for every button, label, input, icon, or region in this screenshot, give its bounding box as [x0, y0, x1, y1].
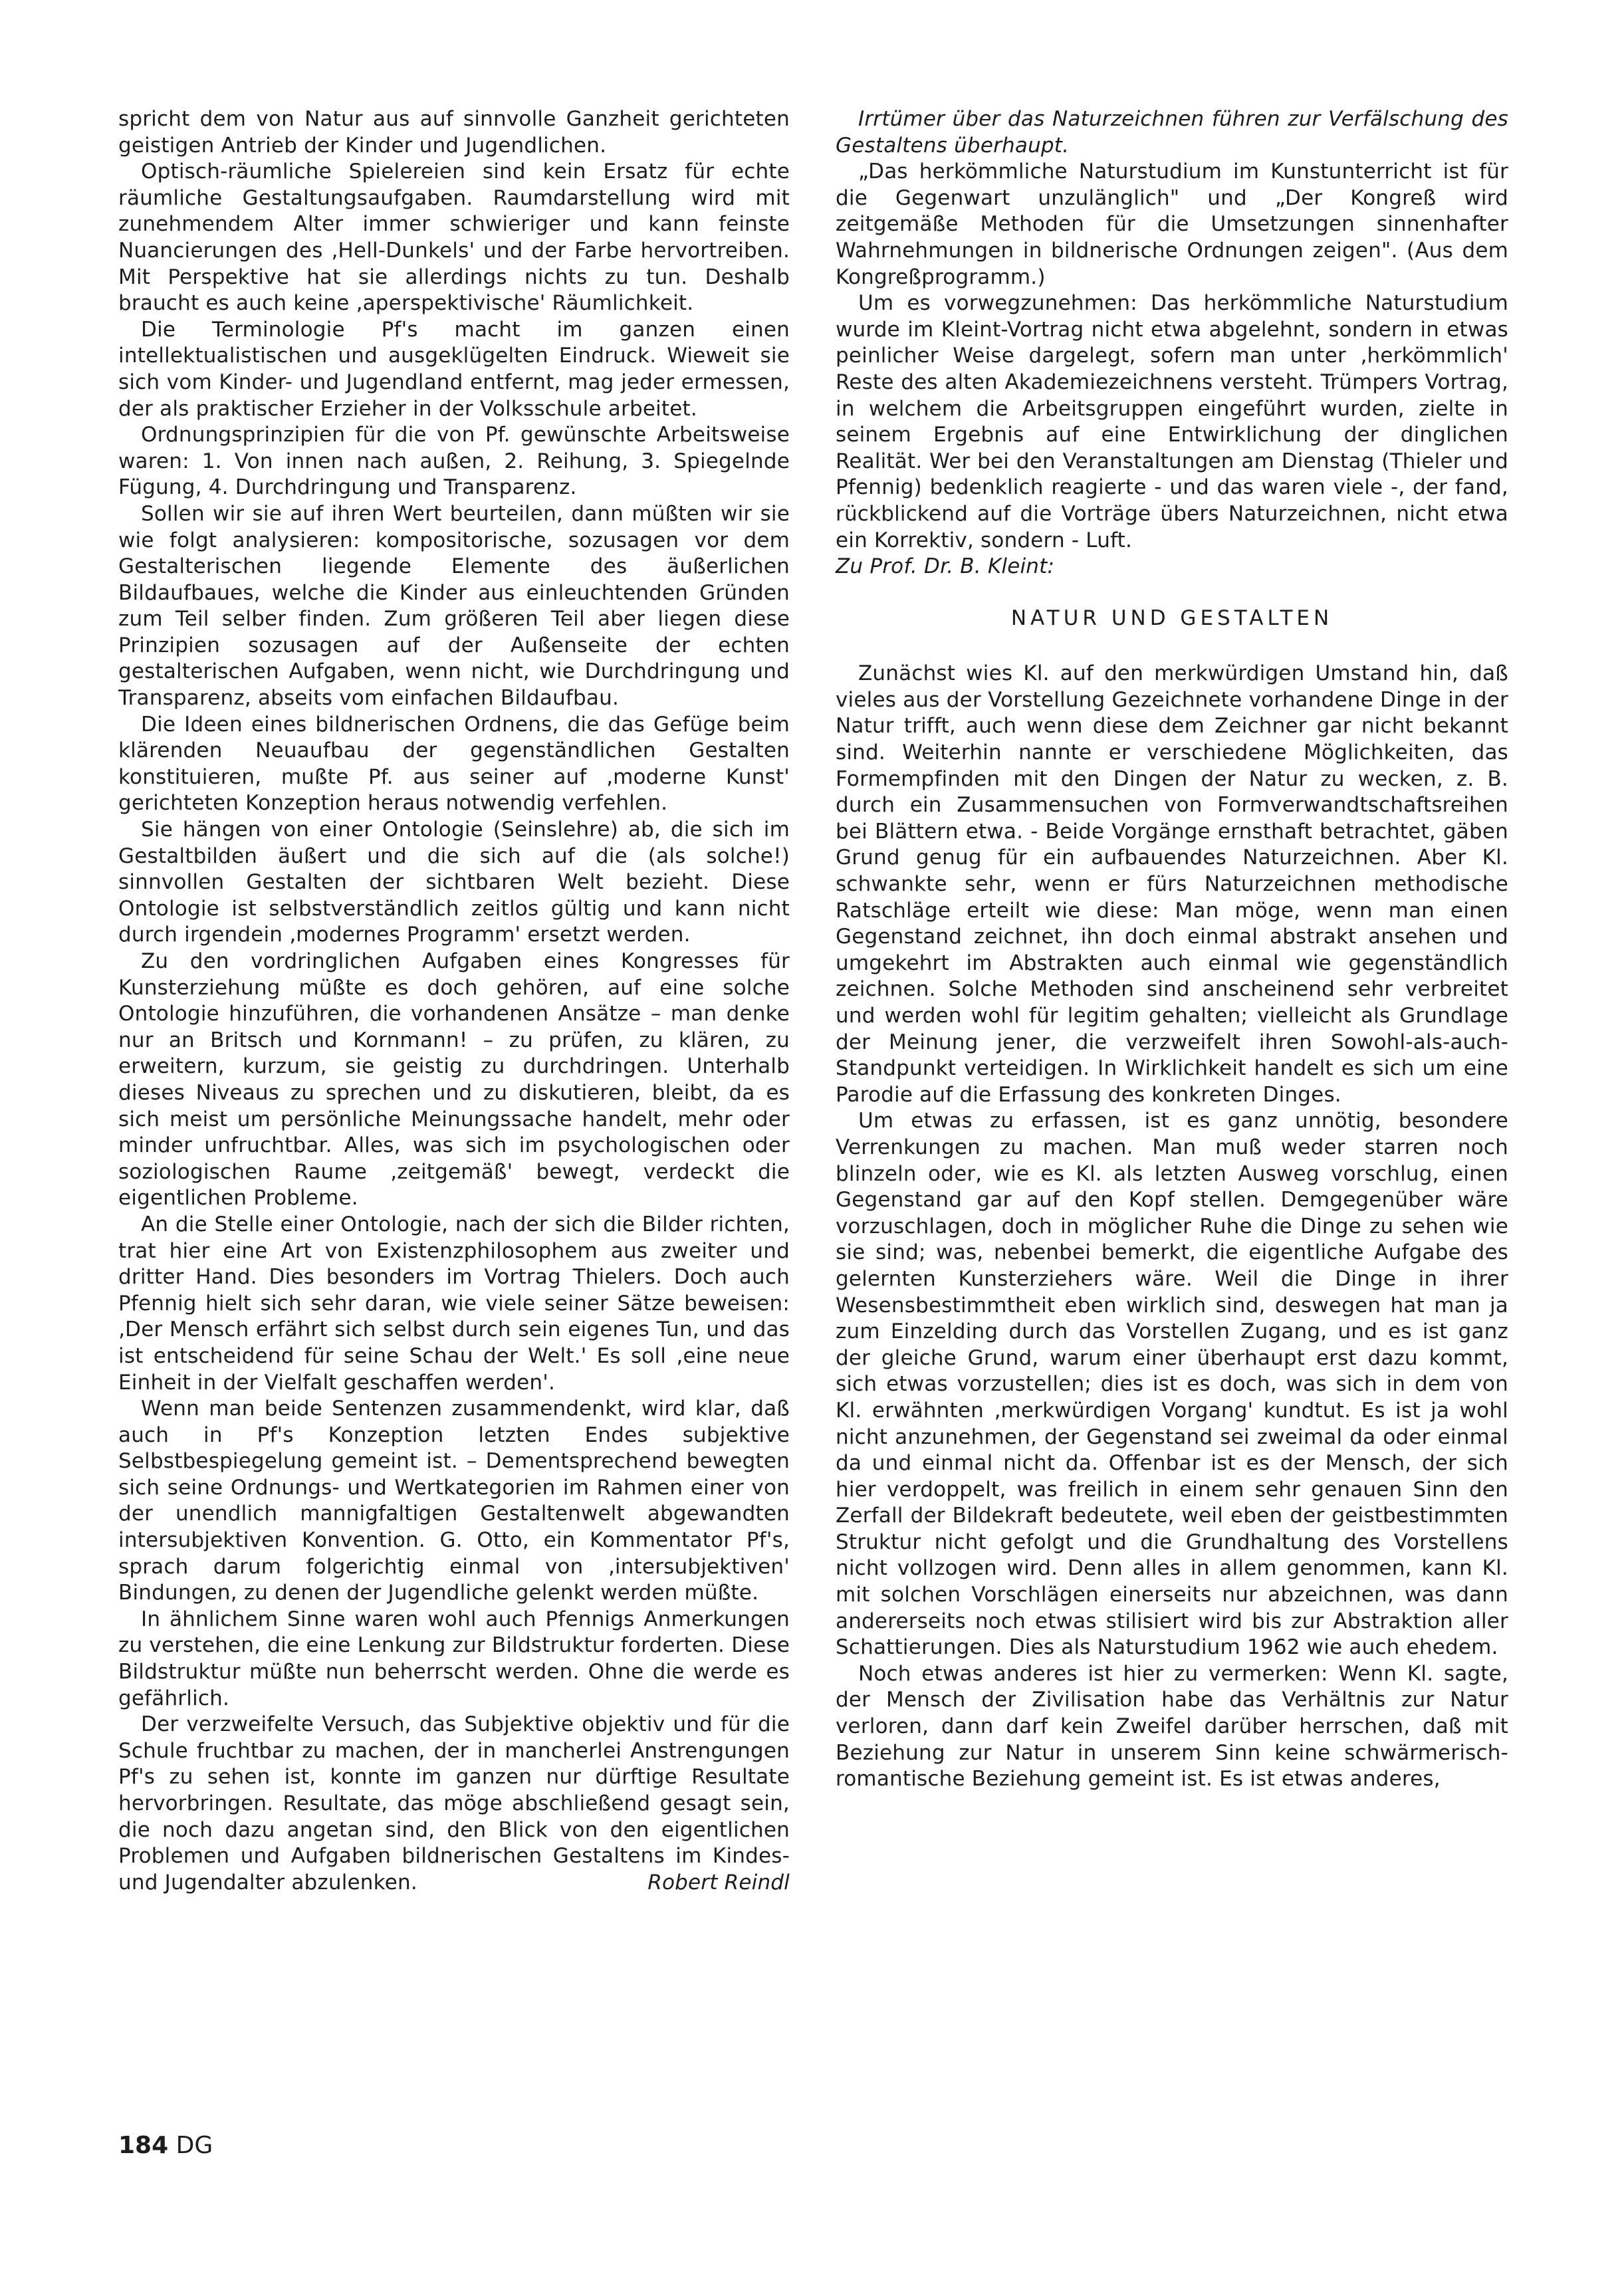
paragraph-text: Der verzweifelte Versuch, das Subjektive objektiv und für die Schule fruchtbar zu machen, der in mancherlei Anstrengungen Pf's zu sehen ist, konnte im ganzen nur dürftige Resultate hervorbringen. Resultate, das möge abschließend gesagt sein, die noch dazu angetan sind, den Blick von den eigentlichen Problemen und Aufgaben bildnerischen Gestaltens im Kindes- und Jugendalter abzulenken.	[118, 1712, 790, 1894]
paragraph: Sie hängen von einer Ontologie (Seinslehre) ab, die sich im Gestaltbilden äußert und die sich auf die (als solche!) sinnvollen Gestalten der sichtbaren Welt bezieht. Diese Ontologie ist selbstverständlich zeitlos gültig und kann nicht durch irgendein ‚modernes Programm' ersetzt werden.	[118, 818, 790, 947]
author-signature: Robert Reindl	[647, 1870, 790, 1894]
paragraph: Die Ideen eines bildnerischen Ordnens, die das Gefüge beim klärenden Neuaufbau der gegenständlichen Gestalten konstituieren, mußte Pf. aus seiner auf ‚moderne Kunst' gerichteten Konzeption heraus notwendig verfehlen.	[118, 712, 790, 816]
paragraph: Noch etwas anderes ist hier zu vermerken: Wenn Kl. sagte, der Mensch der Zivilisation habe das Verhältnis zur Natur verloren, dann darf kein Zweifel darüber herrschen, daß mit Beziehung zur Natur in unserem Sinn keine schwärmerisch-romantische Beziehung gemeint ist. Es ist etwas anderes,	[836, 1661, 1508, 1791]
paragraph: Zunächst wies Kl. auf den merkwürdigen Umstand hin, daß vieles aus der Vorstellung Gezeichnete vorhandene Dinge in der Natur trifft, auch wenn diese dem Zeichner gar nicht bekannt sind. Weiterhin nannte er verschiedene Möglichkeiten, das Formempfinden mit den Dingen der Natur zu wecken, z. B. durch ein Zusammensuchen von Formverwandtschaftsreihen bei Blättern etwa. - Beide Vorgänge ernsthaft betrachtet, gäben Grund genug für ein aufbauendes Naturzeichnen. Aber Kl. schwankte sehr, wenn er fürs Naturzeichnen methodische Ratschläge erteilt wie diese: Man möge, wenn man einen Gegenstand zeichnet, ihn doch einmal abstrakt ansehen und umgekehrt im Abstrakten auch einmal wie gegenständlich zeichnen. Solche Methoden sind anscheinend sehr verbreitet und werden wohl für legitim gehalten; vielleicht als Grundlage der Meinung jener, die verzweifelt ihren Sowohl-als-auch-Standpunkt verteidigen. In Wirklichkeit handelt es sich um eine Parodie auf die Erfassung des konkreten Dinges.	[836, 661, 1508, 1107]
right-column	[836, 106, 1508, 1793]
program-quote: „Das herkömmliche Naturstudium im Kunstunterricht ist für die Gegenwart unzulänglich" und „Der Kongreß wird zeitgemäße Methoden für die Umsetzungen sinnenhafter Wahrnehmungen in bildnerische Ordnungen zeigen". (Aus dem Kongreßprogramm.)	[836, 160, 1508, 289]
paragraph-with-signature	[118, 1712, 790, 1896]
paragraph: Ordnungsprinzipien für die von Pf. gewünschte Arbeitsweise waren: 1. Von innen nach außen, 2. Reihung, 3. Spiegelnde Fügung, 4. Durchdringung und Transparenz.	[118, 423, 790, 500]
journal-abbreviation: DG	[175, 2132, 213, 2159]
left-column	[118, 106, 790, 1896]
section-title: NATUR UND GESTALTEN	[1010, 606, 1334, 630]
paragraph: In ähnlichem Sinne waren wohl auch Pfennigs Anmerkungen zu verstehen, die eine Lenkung zur Bildstruktur forderten. Diese Bildstruktur müßte nun beherrscht werden. Ohne die werde es gefährlich.	[118, 1607, 790, 1710]
page-number: 184	[118, 2132, 169, 2159]
dedication-line: Zu Prof. Dr. B. Kleint:	[836, 554, 1055, 579]
paragraph: Wenn man beide Sentenzen zusammendenkt, wird klar, daß auch in Pf's Konzeption letzten Endes subjektive Selbstbespiegelung gemeint ist. – Dementsprechend bewegten sich seine Ordnungs- und Wertkategorien im Rahmen einer von der unendlich mannigfaltigen Gestaltenwelt abgewandten intersubjektiven Konvention. G. Otto, ein Kommentator Pf's, sprach darum folgerichtig einmal von ‚intersubjektiven' Bindungen, zu denen der Jugendliche gelenkt werden müßte.	[118, 1397, 790, 1605]
paragraph: Um es vorwegzunehmen: Das herkömmliche Naturstudium wurde im Kleint-Vortrag nicht etwa abgelehnt, sondern in etwas peinlicher Weise dargelegt, sofern man unter ‚herkömmlich' Reste des alten Akademiezeichnens versteht. Trümpers Vortrag, in welchem die Arbeitsgruppen eingeführt wurden, zielte in seinem Ergebnis auf eine Entwirklichung der dinglichen Realität. Wer bei den Veranstaltungen am Dienstag (Thieler und Pfennig) bedenklich reagierte - und das waren viele -, der fand, rückblickend auf die Vorträge übers Naturzeichnen, nicht etwa ein Korrektiv, sondern - Luft.	[836, 291, 1508, 552]
paragraph: Optisch-räumliche Spielereien sind kein Ersatz für echte räumliche Gestaltungsaufgaben. Raumdarstellung wird mit zunehmendem Alter immer schwieriger und kann feinste Nuancierungen des ‚Hell-Dunkels' und der Farbe hervortreiben. Mit Perspektive hat sie allerdings nichts zu tun. Deshalb braucht es auch keine ‚aperspektivische' Räumlichkeit.	[118, 160, 790, 316]
paragraph: Zu den vordringlichen Aufgaben eines Kongresses für Kunsterziehung müßte es doch gehören, auf eine solche Ontologie hinzuführen, die vorhandenen Ansätze – man denke nur an Britsch und Kornmann! – zu prüfen, zu klären, zu erweitern, kurzum, sie geistig zu durchdringen. Unterhalb dieses Niveaus zu sprechen und zu diskutieren, bleibt, da es sich meist um persönliche Meinungssache handelt, mehr oder minder unfruchtbar. Alles, was sich im psychologischen oder soziologischen Raume ‚zeitgemäß' bewegt, verdeckt die eigentlichen Probleme.	[118, 949, 790, 1210]
paragraph: An die Stelle einer Ontologie, nach der sich die Bilder richten, trat hier eine Art von Existenzphilosophem aus zweiter und dritter Hand. Dies besonders im Vortrag Thielers. Doch auch Pfennig hielt sich sehr daran, wie viele seiner Sätze beweisen: ‚Der Mensch erfährt sich selbst durch sein eigenes Tun, und das ist entscheidend für seine Schau der Welt.' Es soll ‚eine neue Einheit in der Vielfalt geschaffen werden'.	[118, 1212, 790, 1395]
paragraph: Die Terminologie Pf's macht im ganzen einen intellektualistischen und ausgeklügelten Eindruck. Wieweit sie sich vom Kinder- und Jugendland entfernt, mag jeder ermessen, der als praktischer Erzieher in der Volksschule arbeitet.	[118, 317, 790, 421]
italic-heading: Irrtümer über das Naturzeichnen führen zur Verfälschung des Gestaltens überhaupt.	[836, 107, 1508, 158]
paragraph: Um etwas zu erfassen, ist es ganz unnötig, besondere Verrenkungen zu machen. Man muß weder starren noch blinzeln oder, wie es Kl. als letzten Ausweg vorschlug, einen Gegenstand gar auf den Kopf stellen. Demgegenüber wäre vorzuschlagen, doch in möglicher Ruhe die Dinge zu sehen wie sie sind; was, nebenbei bemerkt, die eigentliche Aufgabe des gelernten Kunsterziehers wäre. Weil die Dinge in ihrer Wesensbestimmtheit eben wirklich sind, deswegen hat man ja zum Einzelding durch das Vorstellen Zugang, und es ist ganz der gleiche Grund, warum einer überhaupt erst dazu kommt, sich etwas vorzustellen; dies ist es doch, was sich in dem von Kl. erwähnten ‚merkwürdigen Vorgang' kundtut. Es ist ja wohl nicht anzunehmen, der Gegenstand sei zweimal da oder einmal da und einmal nicht da. Offenbar ist es der Mensch, der sich hier verdoppelt, was freilich in einem sehr genauen Sinn den Zerfall der Bildekraft bedeutete, weil eben der geistbestimmten Struktur nicht gefolgt und die Grundhaltung des Vorstellens nicht vollzogen wird. Denn alles in allem genommen, kann Kl. mit solchen Vorschlägen einerseits nur abzeichnen, was dann andererseits noch etwas stilisiert wird bis zur Abstraktion aller Schattierungen. Dies als Naturstudium 1962 wie auch ehedem.	[836, 1109, 1508, 1660]
paragraph: Sollen wir sie auf ihren Wert beurteilen, dann müßten wir sie wie folgt analysieren: kompositorische, sozusagen vor dem Gestalterischen liegende Elemente des äußerlichen Bildaufbaues, welche die Kinder aus einleuchtenden Gründen zum Teil selber finden. Zum größeren Teil aber liegen diese Prinzipien sozusagen auf der Außenseite der echten gestalterischen Aufgaben, wenn nicht, wie Durchdringung und Transparenz, abseits vom einfachen Bildaufbau.	[118, 501, 790, 711]
page-footer	[118, 2132, 213, 2159]
paragraph: spricht dem von Natur aus auf sinnvolle Ganzheit gerichteten geistigen Antrieb der Kinder und Jugendlichen.	[118, 107, 790, 158]
